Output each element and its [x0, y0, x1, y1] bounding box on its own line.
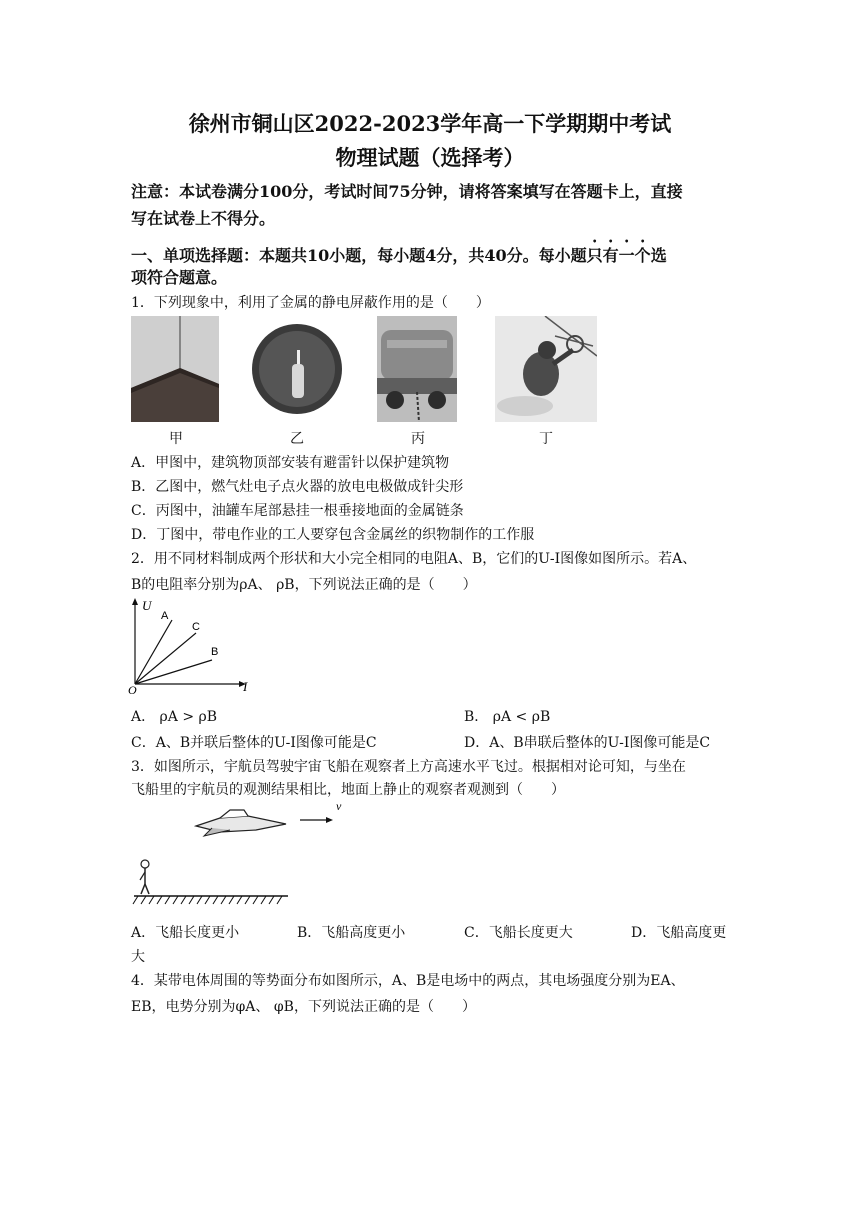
q2-option-c: C．A、B并联后整体的U-I图像可能是C	[131, 735, 377, 751]
q3-option-b: B．飞船高度更小	[297, 925, 406, 941]
q2-stem-2: B的电阻率分别为ρA、 ρB，下列说法正确的是（ ）	[131, 577, 477, 593]
q4-stem-2: EB，电势分别为φA、 φB，下列说法正确的是（ ）	[131, 999, 476, 1015]
section-heading	[131, 236, 667, 266]
observer-icon	[140, 860, 149, 894]
q2-option-b: B． ρA < ρB	[464, 709, 551, 725]
section-heading-line-2: 项符合题意。	[131, 268, 228, 287]
origin-label: O	[128, 683, 137, 696]
caption-jia: 甲	[169, 431, 183, 447]
u-axis-arrow	[132, 598, 138, 605]
q3-stem-2: 飞船里的宇航员的观测结果相比，地面上静止的观察者观测到（ ）	[131, 782, 565, 798]
q1-option-a: A．甲图中，建筑物顶部安装有避雷针以保护建筑物	[131, 455, 450, 471]
q4-stem-1: 4．某带电体周围的等势面分布如图所示，A、B是电场中的两点，其电场强度分别为EA、	[131, 973, 685, 989]
q3-option-a: A．飞船长度更小	[131, 925, 240, 941]
line-b-label: B	[211, 646, 219, 658]
line-a-label: A	[161, 610, 169, 622]
q3-option-d-wrap: 大	[131, 949, 145, 965]
caption-bing: 丙	[411, 431, 425, 447]
line-c	[135, 633, 196, 684]
notice-line-2: 写在试卷上不得分。	[131, 209, 276, 228]
q1-option-c: C．丙图中，油罐车尾部悬挂一根垂接地面的金属链条	[131, 503, 464, 519]
observer-figure	[128, 856, 293, 912]
q1-option-b: B．乙图中，燃气灶电子点火器的放电电极做成针尖形	[131, 479, 464, 495]
caption-ding: 丁	[539, 431, 553, 447]
photo-live-line-worker	[495, 316, 597, 422]
ui-graph	[128, 596, 258, 696]
line-c-label: C	[192, 621, 200, 633]
exam-title: 徐州市铜山区2022-2023学年高一下学期期中考试	[188, 111, 672, 136]
exam-subtitle: 物理试题（选择考）	[335, 145, 525, 170]
q3-stem-1: 3．如图所示，宇航员驾驶宇宙飞船在观察者上方高速水平飞过。根据相对论可知，与坐在	[131, 759, 686, 775]
spaceship-figure	[190, 800, 350, 840]
q1-option-d: D．丁图中，带电作业的工人要穿包含金属丝的织物制作的工作服	[131, 527, 535, 543]
section-heading-tail: 选	[650, 246, 667, 265]
q3-option-c: C．飞船长度更大	[464, 925, 573, 941]
section-heading-emphasis: 只有一个	[586, 246, 651, 265]
caption-yi: 乙	[290, 431, 304, 447]
section-heading-text: 一、单项选择题：本题共10小题，每小题4分，共40分。每小题	[131, 246, 587, 265]
q1-stem: 1．下列现象中，利用了金属的静电屏蔽作用的是（ ）	[131, 295, 490, 311]
q3-option-d: D．飞船高度更	[631, 925, 727, 941]
q2-option-d: D．A、B串联后整体的U-I图像可能是C	[464, 735, 711, 751]
velocity-label: v	[336, 800, 342, 813]
notice-line-1: 注意：本试卷满分100分，考试时间75分钟，请将答案填写在答题卡上，直接	[131, 182, 683, 201]
spaceship-icon	[196, 816, 286, 832]
i-axis-label: I	[243, 679, 248, 694]
photo-tanker-truck	[377, 316, 457, 422]
u-axis-label: U	[142, 598, 152, 613]
photo-lightning-rod	[131, 316, 219, 422]
q2-stem-1: 2．用不同材料制成两个形状和大小完全相同的电阻A、B，它们的U-I图像如图所示。若A、	[131, 551, 697, 567]
photo-igniter	[252, 316, 342, 422]
q2-option-a: A． ρA > ρB	[131, 709, 218, 725]
